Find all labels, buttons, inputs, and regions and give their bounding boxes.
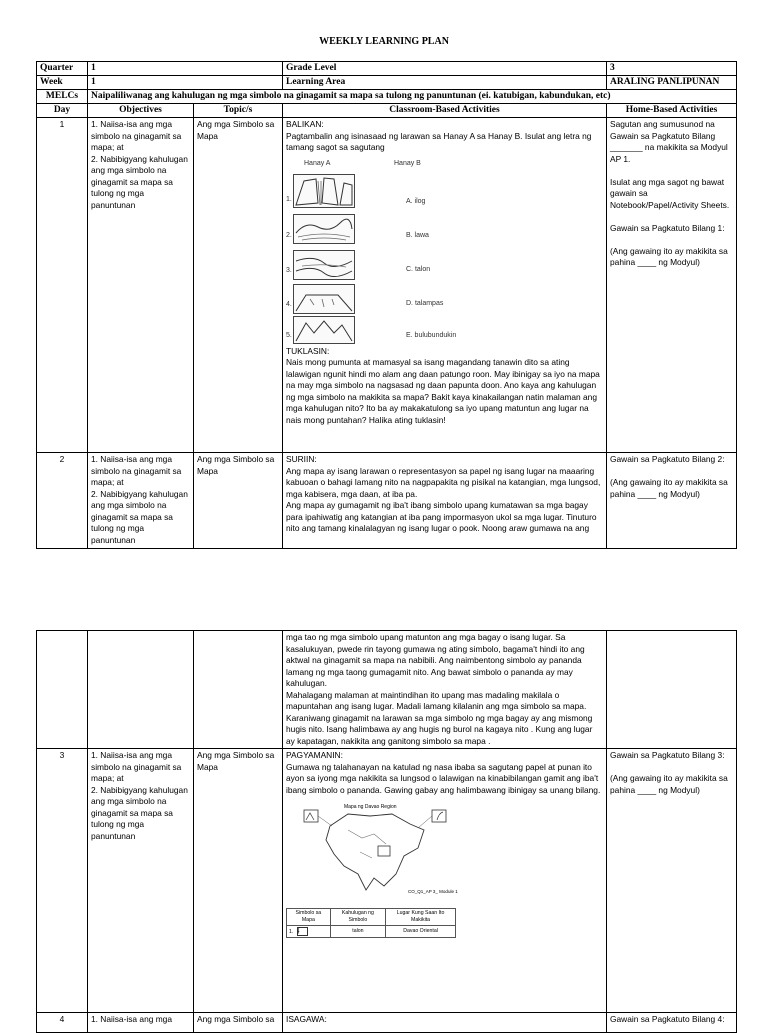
quarter-value: 1 [88,62,283,76]
item-number: 3. [286,266,292,274]
home-activities-cell: Gawain sa Pagkatuto Bilang 2: (Ang gawaing ito ay makikita sa pahina ____ ng Modyul) [607,453,737,549]
davao-map-picture [300,800,460,896]
objectives-cell: 1. Naiisa-isa ang mga [88,1013,194,1033]
suriin-text: Ang mapa ay isang larawan o representasyon sa papel ng isang lugar na maaaring kabuoan o bahagi lamang nito na nagpapakita ng pisikal na katangian, mga lungsod, mga kabisera, mga daan, at iba pa. Ang mapa ay gumagamit ng iba't ibang simbolo upang kumatawan sa mga bagay para ipahiwatig ang katangian at iba pang impormasyon ukol sa mga lugar. Tinuturo nito ang tamang kinalalagyan ng isang lugar o pook. Noong araw gumawa na ang [286,465,601,533]
suriin-title: SURIIN: [286,454,317,464]
table-row [37,1013,737,1033]
table-row [37,631,737,749]
item-number: 2. [286,231,292,239]
waterfall-picture [293,174,355,208]
plateau-picture [293,284,355,314]
continued-text-cell: mga tao ng mga simbolo upang matunton ang mga bagay o isang lugar. Sa kasalukuyan, pwede rin tayong gumawa ng ating simbolo, bagama't hindi ito ang aktwal na ginagamit sa mapa na nabibili. Ang naimbentong simbolo ay pananda lamang ng mga taong gumagamit nito. Ang bawat simbolo o pananda ay may kahulugan. Mahalagang malaman at maintindihan ito upang mas madaling makilala o mapuntahan ang isang lugar. Madali lamang kilalanin ang mga simbolo sa mapa. Karaniwang ginagamit na larawan sa mga simbolo ng mga bagay ay ang mismong hugis nito. Isang halimbawa ay ang hugis ng burol na kagaya nito . Kung ang lugar ay kapatagan, nakikita ang ganitong simbolo sa mapa . [283,631,607,749]
map-title: Mapa ng Davao Region [344,804,397,810]
legend-cell: talon [330,926,385,938]
day-number: 3 [37,749,88,1013]
topic-cell: Ang mga Simbolo sa Mapa [194,749,283,1013]
choice-b: B. lawa [406,231,429,239]
classroom-activities-cell [283,118,607,453]
hanay-b-label: Hanay B [394,159,421,167]
col-day: Day [37,104,88,118]
quarter-label: Quarter [37,62,88,76]
melcs-value: Naipaliliwanag ang kahulugan ng mga simbolo na ginagamit sa mapa sa tulong ng panuntunan (ei. katubigan, kabundukan, etc) [88,90,737,104]
topic-cell: Ang mga Simbolo sa Mapa [194,118,283,453]
choice-a: A. ilog [406,197,426,205]
legend-header: Lugar Kung Saan Ito Makikita [386,909,456,926]
col-topic: Topic/s [194,104,283,118]
item-number: 4. [286,300,292,308]
item-number: 5. [286,331,292,339]
objectives-cell: 1. Naiisa-isa ang mga simbolo na ginagamit sa mapa; at 2. Nabibigyang kahulugan ang mga simbolo na ginagamit sa mapa sa tulong ng mga panuntunan [88,118,194,453]
hanay-a-label: Hanay A [304,159,331,167]
week-label: Week [37,76,88,90]
area-label: Learning Area [283,76,607,90]
grade-value: 3 [607,62,737,76]
legend-header: Simbolo sa Mapa [287,909,331,926]
weekly-plan-table-continued [36,630,737,1033]
legend-number: 1. [289,928,294,935]
isagawa-title: ISAGAWA: [286,1014,327,1024]
area-value: ARALING PANLIPUNAN [607,76,737,90]
lake-picture [293,214,355,244]
river-picture [293,250,355,280]
col-objectives: Objectives [88,104,194,118]
classroom-activities-cell [283,1013,607,1033]
tuklasin-text: Nais mong pumunta at mamasyal sa isang magandang tanawin dito sa ating lalawigan ngunit hindi mo alam ang daan patungo roon. May ibinigay sa iyo na mapa na may mga simbolo na nagsasad ng daan papunta doon. Ano kaya ang kahulugan ng mga simbolo na makikita sa mapa? Bakit kaya kinakailangan natin malaman ang mga kahulugan nito? Ito ba ay makakatulong sa iyo upang matuntun ang lugar na nais mong puntahan? Halika ating tuklasin! [286,357,600,425]
melcs-label: MELCs [37,90,88,104]
pagyamanin-title: PAGYAMANIN: [286,750,343,760]
grade-label: Grade Level [283,62,607,76]
page-title: WEEKLY LEARNING PLAN [319,36,449,47]
tuklasin-title: TUKLASIN: [286,345,330,356]
objectives-cell: 1. Naiisa-isa ang mga simbolo na ginagamit sa mapa; at 2. Nabibigyang kahulugan ang mga simbolo na ginagamit sa mapa sa tulong ng mga panuntunan [88,749,194,1013]
waterfall-symbol-icon: ʄ [297,927,308,936]
day-number: 4 [37,1013,88,1033]
pagyamanin-text: Gumawa ng talahanayan na katulad ng nasa ibaba sa sagutang papel at punan ito ayon sa iyong mga nakikita sa lungsod o lalawigan na kinabibilangan gamit ang iba't ibang simbolo o pananda. Gawing gabay ang halimbawang ibinigay sa unang bilang. [286,761,601,795]
weekly-plan-table [36,61,737,549]
col-classroom: Classroom-Based Activities [283,104,607,118]
classroom-activities-cell [283,453,607,549]
day-number: 2 [37,453,88,549]
symbol-legend-table [286,908,456,938]
week-value: 1 [88,76,283,90]
table-row [37,453,737,549]
table-row [37,749,737,1013]
map-code: CO_Q1_AP 3_ Module 1 [408,889,458,894]
choice-d: D. talampas [406,299,444,307]
objectives-cell: 1. Naiisa-isa ang mga simbolo na ginagamit sa mapa; at 2. Nabibigyang kahulugan ang mga simbolo na ginagamit sa mapa sa tulong ng mga panuntunan [88,453,194,549]
col-home: Home-Based Activities [607,104,737,118]
home-activities-cell: Sagutan ang sumusunod na Gawain sa Pagkatuto Bilang _______ na makikita sa Modyul AP 1. Isulat ang mga sagot ng bawat gawain sa Notebook/Papel/Activity Sheets. Gawain sa Pagkatuto Bilang 1: (Ang gawaing ito ay makikita sa pahina ____ ng Modyul) [607,118,737,453]
legend-cell [287,926,331,938]
mountain-range-picture [293,316,355,344]
classroom-activities-cell [283,749,607,1013]
topic-cell: Ang mga Simbolo sa Mapa [194,453,283,549]
home-activities-cell: Gawain sa Pagkatuto Bilang 4: [607,1013,737,1033]
matching-figure [286,156,603,342]
choice-e: E. bulubundukin [406,331,457,339]
item-number: 1. [286,195,292,203]
balikan-title: BALIKAN: [286,119,324,129]
day-number: 1 [37,118,88,453]
legend-cell: Davao Oriental [386,926,456,938]
table-row [37,118,737,453]
topic-cell: Ang mga Simbolo sa [194,1013,283,1033]
balikan-text: Pagtambalin ang isinasaad ng larawan sa Hanay A sa Hanay B. Isulat ang letra ng tamang sagot sa sagutang [286,130,592,152]
davao-map-figure [286,800,603,896]
home-activities-cell: Gawain sa Pagkatuto Bilang 3: (Ang gawaing ito ay makikita sa pahina ____ ng Modyul) [607,749,737,1013]
choice-c: C. talon [406,265,431,273]
legend-header: Kahulugan ng Simbolo [330,909,385,926]
